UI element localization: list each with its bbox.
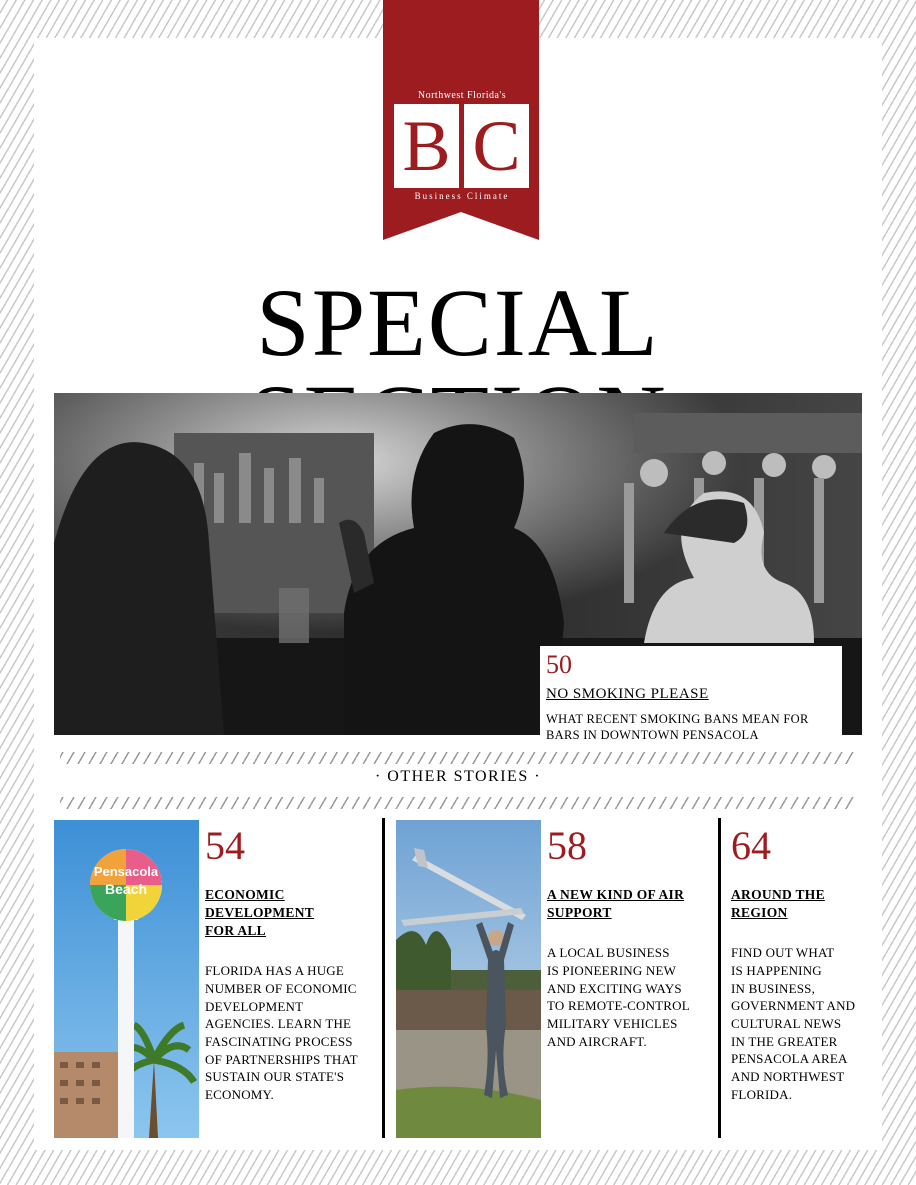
feature-page-number: 50 — [546, 650, 572, 679]
story-page-number: 54 — [205, 823, 245, 868]
masthead-bottom-text: Business Climate — [414, 191, 510, 201]
divider-top — [60, 752, 856, 764]
story-summary: FIND OUT WHAT IS HAPPENING IN BUSINESS, GOVERNMENT AND CULTURAL NEWS IN THE GREATER PENSACOLA AREA AND NORTHWEST FLORIDA. — [731, 945, 856, 1102]
divider-bottom — [60, 797, 856, 809]
feature-title[interactable]: NO SMOKING PLEASE — [546, 686, 709, 702]
story-title[interactable]: ECONOMIC DEVELOPMENT FOR ALL — [205, 887, 315, 939]
story-title[interactable]: A NEW KIND OF AIR SUPPORT — [547, 887, 685, 921]
story-economic — [205, 823, 380, 1104]
page-title: SPECIAL — [256, 269, 660, 376]
tower-text-1: Pensacola — [93, 864, 159, 879]
logo-letter-c: C — [464, 104, 529, 188]
story-region — [731, 823, 871, 1103]
other-stories-label: · OTHER STORIES · — [374, 768, 542, 785]
column-divider — [382, 818, 385, 1138]
drone-photo — [396, 820, 541, 1138]
logo-letter-b: B — [394, 104, 459, 188]
story-air-support — [547, 823, 715, 1050]
feature-caption — [540, 646, 842, 744]
feature-subtitle: WHAT RECENT SMOKING BANS MEAN FOR BARS IN DOWNTOWN PENSACOLA — [546, 712, 809, 743]
column-divider — [718, 818, 721, 1138]
story-summary: FLORIDA HAS A HUGE NUMBER OF ECONOMIC DEVELOPMENT AGENCIES. LEARN THE FASCINATING PROCESS OF PARTNERSHIPS THAT SUSTAIN OUR STATE'S ECONOMY. — [205, 963, 358, 1102]
story-summary: A LOCAL BUSINESS IS PIONEERING NEW AND EXCITING WAYS TO REMOTE-CONTROL MILITARY VEHICLES AND AIRCRAFT. — [547, 945, 690, 1049]
story-title[interactable]: AROUND THE REGION — [731, 887, 825, 921]
tower-text-2: Beach — [104, 881, 148, 897]
story-page-number: 58 — [547, 823, 587, 868]
masthead-top-text: Northwest Florida's — [417, 90, 507, 101]
water-tower-photo — [54, 820, 199, 1138]
story-page-number: 64 — [731, 823, 771, 868]
